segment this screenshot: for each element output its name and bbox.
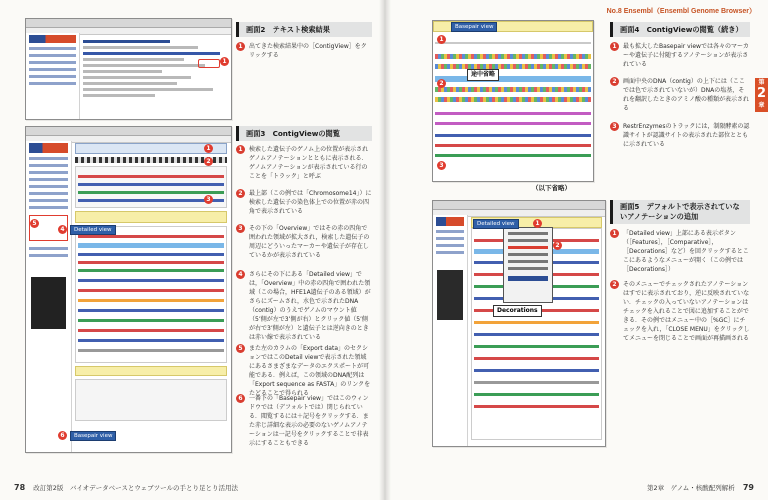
section-screen2 (236, 22, 372, 62)
nav-row (29, 247, 68, 250)
step-text: そのメニューでチェックされたアノテーションはすでに表示されており，逆に反映されていない．チェックの入っていないアノテーションはチェックを入れることで図に追加することができる．その例ではメニュー中の［%GC］にチェックを入れ，「CLOSE MENU」をクリックしてメニューを閉じることで画面が再描画される (623, 281, 750, 342)
browser-titlebar (26, 19, 231, 28)
section-screen4 (610, 22, 750, 172)
step-text: 一番下の「Basepair view」ではこのウィンドウでは（デフォルトでは）閉じられている．閲覧するには＋記号をクリックする．また赤じ詳細な表示の必要のないゲノムアノテーションは一記号をクリックすることで非表示にすることもできる (249, 395, 369, 447)
menu-item[interactable] (508, 239, 548, 242)
basepair-view-tag: Basepair view (70, 431, 116, 441)
overview-track (78, 199, 224, 202)
step-text: 最も拡大したBasepair viewでは各々のマーカーや遺伝子に付随するアノテーションが表示されている (623, 43, 749, 68)
footer-title: 改訂第2版 バイオデータベースとウェブツールの手とり足とり活用法 (33, 484, 238, 492)
nav-row (436, 244, 464, 247)
step-item (236, 270, 372, 340)
nav-row (436, 251, 464, 254)
callout-1-icon: 1 (533, 219, 542, 228)
step-item (610, 122, 750, 152)
section-header (610, 22, 750, 37)
detail-track (474, 345, 599, 348)
section-header (610, 200, 750, 224)
detailed-view-tag: Detailed view (70, 225, 116, 235)
close-menu-button[interactable] (508, 276, 548, 281)
menu-item[interactable] (508, 260, 548, 263)
browser-titlebar (433, 201, 605, 210)
step-item (610, 77, 750, 117)
annotation-track (435, 134, 591, 137)
basepair-view-panel (433, 32, 593, 182)
menu-item[interactable] (508, 232, 548, 235)
ensembl-logo (29, 35, 76, 43)
results-line (83, 58, 183, 61)
menu-item[interactable] (508, 253, 548, 256)
step-text: 画面中央のDNA（contig）の上下には（ここでは色で示されていないが）DNAの塩基，それを翻訳したときのアミノ酸の種類が表示される (623, 78, 750, 112)
callout-2-icon: 2 (437, 79, 446, 88)
section-screen5 (610, 200, 750, 400)
sequence-track (435, 97, 591, 102)
step-item (236, 42, 372, 62)
omitted-label: 途中省略 (467, 69, 499, 81)
callout-5-icon: 5 (30, 219, 39, 228)
left-footer (14, 483, 238, 493)
ensembl-logo (29, 143, 68, 153)
ensembl-logo (436, 217, 464, 226)
ensembl-left-nav (26, 33, 80, 119)
step-number-badge: 1 (610, 42, 619, 51)
step-text: 検索した遺伝子のゲノム上の位置が表示されゲノムアノテーションとともに表示される．ゲノムアノテーションが表示されている行のことを「トラック」と呼ぶ (249, 146, 369, 180)
nav-row (29, 178, 68, 181)
nav-row (29, 75, 76, 78)
highlight-box (198, 59, 220, 68)
detail-track (474, 357, 599, 360)
detail-track (78, 349, 224, 352)
callout-1-icon: 1 (437, 35, 446, 44)
step-item (236, 344, 372, 397)
results-heading (83, 40, 169, 43)
contigview-link-row (83, 52, 219, 55)
detail-track (78, 279, 224, 282)
detail-track (78, 289, 224, 292)
callout-4-icon: 4 (58, 225, 67, 234)
nav-row (436, 237, 464, 240)
section-header (236, 22, 372, 37)
section-title: 画面2 テキスト検索結果 (246, 25, 330, 34)
nav-row (29, 206, 68, 209)
step-number-badge: 2 (610, 77, 619, 86)
step-number-badge: 2 (236, 189, 245, 198)
step-number-badge: 3 (236, 224, 245, 233)
section-screen3 (236, 126, 372, 397)
running-head: No.8 Ensembl（Ensembl Genome Browser） (606, 8, 756, 15)
nav-row (29, 61, 76, 64)
step-item (236, 145, 372, 185)
nav-row (436, 230, 464, 233)
screenshot-decorations-menu (432, 200, 606, 447)
detail-track (78, 339, 224, 342)
callout-6-icon: 6 (58, 431, 67, 440)
step-number-badge: 1 (610, 229, 619, 238)
nav-row (29, 185, 68, 188)
step-number-badge: 6 (236, 394, 245, 403)
right-page (384, 0, 768, 500)
chapter-tab-prefix: 第 (758, 79, 765, 86)
annotation-track (435, 154, 591, 157)
contigview-content (75, 143, 227, 450)
results-line (83, 64, 205, 67)
step-number-badge: 4 (236, 270, 245, 279)
results-line (83, 76, 191, 79)
detail-track (474, 369, 599, 372)
detail-track (474, 333, 599, 336)
decorations-menu[interactable] (503, 227, 553, 303)
screenshot-basepair-view (432, 20, 594, 182)
detailed-view-panel (75, 226, 227, 363)
menu-label: Decorations (493, 305, 542, 317)
detail-track (474, 405, 599, 408)
results-line (83, 70, 162, 73)
overview-track (78, 191, 224, 194)
page-number: 78 (14, 483, 26, 492)
detail-track (78, 299, 224, 302)
overview-track (78, 175, 224, 178)
section-title: 画面4 ContigViewの閲覧（続き） (620, 25, 743, 34)
nav-row (29, 47, 76, 50)
step-item (610, 229, 750, 274)
chapter-tab-number: 2 (756, 86, 767, 101)
step-text: 最上部（この例では「Chromosome14」）に検索した遺伝子の染色体上での位置が赤の四角で表示されている (249, 190, 372, 215)
step-text: 出てきた検索結果中の［ContigView］をクリックする (249, 43, 367, 59)
section-title: 画面3 ContigViewの閲覧 (246, 129, 340, 138)
section-title: 画面5 デフォルトで表示されていないアノテーションの追加 (620, 202, 740, 221)
results-line (83, 94, 155, 97)
chapter-tab (755, 78, 768, 112)
step-text: その下の「Overview」ではその赤の四角で囲われた領域が拡大され，検索した遺伝子の周辺にどういったマーカーや遺伝子が存在しているかが表示されている (249, 225, 370, 259)
nav-row (29, 199, 68, 202)
right-footer (647, 483, 754, 493)
detail-track (78, 253, 224, 256)
step-text: さらにその下にある「Detailed view」では，「Overview」中の赤の四角で囲われた領域（この場合，HFE1A遺伝子のある領域）がさらにズームされ，水色で示されたDNA（contig）のうえでゲノムのマウント値（5’側が左で3’側が右）とクリック値（5’側が右で3’側が左）と遺伝子とは逆向きのときは赤い線で表示されている (249, 271, 371, 341)
omitted-note: （以下省略） (532, 184, 571, 192)
detail-track (78, 261, 224, 264)
step-number-badge: 5 (236, 344, 245, 353)
step-number-badge: 3 (610, 122, 619, 131)
step-item (236, 189, 372, 219)
basepair-view-header (75, 366, 227, 376)
nav-row (29, 157, 68, 160)
results-line (83, 46, 198, 49)
ensembl-left-nav (26, 141, 72, 452)
detail-track (474, 393, 599, 396)
step-number-badge: 1 (236, 145, 245, 154)
detail-track (78, 329, 224, 332)
overview-track (78, 183, 224, 186)
nav-row (29, 164, 68, 167)
page-number: 79 (742, 483, 754, 492)
detail-track (474, 381, 599, 384)
step-number-badge: 2 (610, 280, 619, 289)
callout-1-icon: 1 (204, 144, 213, 153)
step-text: RestrEnzymesのトラックには，制限酵素の認識サイトが認識サイトの表示された部位とともに示されている (623, 123, 750, 148)
search-results-content (83, 37, 227, 117)
restriction-enzyme-track (435, 112, 591, 115)
basepair-view-tag: Basepair view (451, 22, 497, 32)
sidebar-banner-image (31, 277, 66, 329)
step-number-badge: 1 (236, 42, 245, 51)
menu-item[interactable] (508, 267, 548, 270)
contig-track (78, 243, 224, 248)
basepair-view-panel (75, 379, 227, 421)
browser-titlebar (26, 127, 231, 136)
step-text: 「Detailed view」上部にある表示ボタン（［Features］，［Comparative］，［Decorations］など）を回クリックするとここにあるようなメニューが開く（この例では［Decorations］） (623, 230, 749, 273)
contig-track (435, 76, 591, 82)
footer-title: 第2章 ゲノム・核酸配列解析 (647, 484, 735, 492)
sidebar-banner-image (437, 270, 463, 320)
nav-row (29, 54, 76, 57)
nav-row (29, 68, 76, 71)
ruler-track (435, 42, 591, 44)
book-gutter (379, 0, 391, 500)
section-header (236, 126, 372, 141)
results-line (83, 88, 212, 91)
nav-row (29, 254, 68, 257)
annotation-track (435, 144, 591, 147)
sequence-track (435, 87, 591, 92)
callout-3-icon: 3 (204, 195, 213, 204)
results-line (83, 82, 176, 85)
sequence-track (435, 64, 591, 69)
detail-track (78, 309, 224, 312)
screenshot-contigview (25, 126, 232, 453)
detail-track (78, 235, 224, 238)
detail-track (474, 321, 599, 324)
sequence-track (435, 54, 591, 59)
menu-item-gc[interactable] (508, 246, 548, 249)
callout-3-icon: 3 (437, 161, 446, 170)
chapter-tab-suffix: 章 (758, 102, 765, 109)
callout-2-icon: 2 (553, 241, 562, 250)
step-item (610, 280, 750, 360)
nav-row (29, 192, 68, 195)
detail-track (78, 319, 224, 322)
nav-row (29, 171, 68, 174)
screenshot-search-results (25, 18, 232, 120)
detailed-view-header (75, 211, 227, 223)
step-item (236, 224, 372, 266)
nav-row (29, 82, 76, 85)
callout-1-icon: 1 (220, 57, 229, 66)
step-item (236, 394, 372, 447)
step-item (610, 42, 750, 72)
restriction-enzyme-track (435, 122, 591, 125)
step-text: また左のカラムの「Export data」のセクションではこのDetail viewで表示された領域にあるさまざまなデータのエクスポートが可能である．例えば，この領域のDNA配列は「Export sequence as FASTA」のリンクをたどることで得られる (249, 345, 371, 397)
detail-track (78, 269, 224, 272)
detailed-view-tag: Detailed view (473, 219, 519, 229)
callout-2-icon: 2 (204, 157, 213, 166)
ensembl-left-nav (433, 215, 468, 446)
